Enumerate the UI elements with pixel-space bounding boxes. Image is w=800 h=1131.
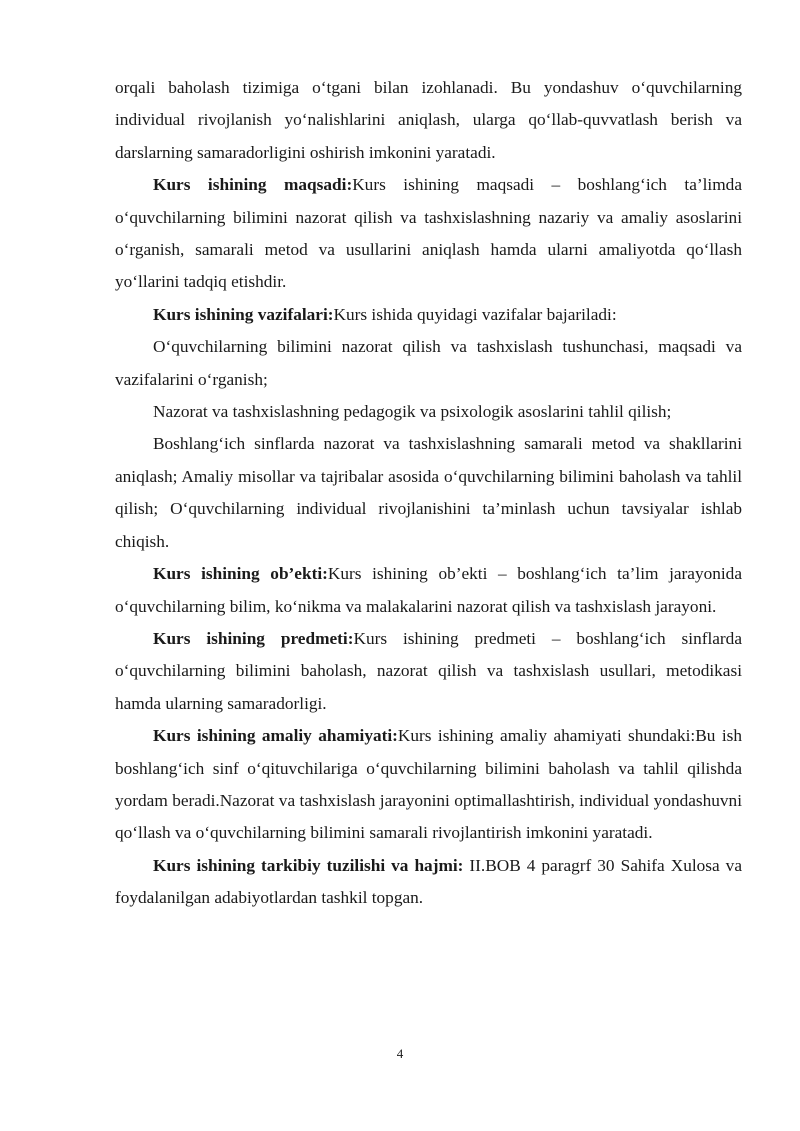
subject-paragraph	[115, 623, 742, 720]
structure-label: Kurs ishining tarkibiy tuzilishi va hajmi:	[153, 855, 464, 875]
task-item: O‘quvchilarning bilimini nazorat qilish va tashxislash tushunchasi, maqsadi va vazifalarini o‘rganish;	[115, 337, 742, 389]
structure-paragraph	[115, 850, 742, 915]
tasks-text: Kurs ishida quyidagi vazifalar bajariladi:	[333, 304, 617, 324]
document-page	[115, 72, 742, 915]
significance-text: Kurs ishining amaliy ahamiyati shundaki:Bu ish boshlang‘ich sinf o‘qituvchilariga o‘quvchilarning bilimini baholash va tahlil qilishda yordam beradi.Nazorat va tashxislash jarayonini optimallashtirish, individual yondashuvni qo‘llash va o‘quvchilarning bilimini samarali rivojlantirish imkonini yaratadi.	[115, 726, 742, 843]
tasks-paragraph	[115, 299, 742, 331]
task-item: Nazorat va tashxislashning pedagogik va psixologik asoslarini tahlil qilish;	[153, 402, 672, 422]
page-number: 4	[396, 1046, 404, 1061]
subject-text: Kurs ishining predmeti – boshlang‘ich sinflarda o‘quvchilarning bilimini baholash, nazorat qilish va tashxislash usullari, metodikasi hamda ularning samaradorligi.	[115, 628, 742, 713]
goal-paragraph	[115, 169, 742, 299]
structure-text: II.BOB 4 paragrf 30 Sahifa Xulosa va foydalanilgan adabiyotlardan tashkil topgan.	[115, 855, 742, 908]
task-item: Boshlang‘ich sinflarda nazorat va tashxislashning samarali metod va shakllarini aniqlash; Amaliy misollar va tajribalar asosida o‘quvchilarning bilimini baholash va tahlil qilish; O‘quvchilarning individual rivojlanishini ta’minlash uchun tavsiyalar ishlab chiqish.	[115, 434, 742, 551]
goal-label: Kurs ishining maqsadi:	[153, 175, 353, 195]
intro-paragraph: orqali baholash tizimiga o‘tgani bilan izohlanadi. Bu yondashuv o‘quvchilarning individual rivojlanish yo‘nalishlarini aniqlash, ularga qo‘llab-quvvatlash berish va darslarning samaradorligini oshirish imkonini yaratadi.	[115, 78, 742, 162]
significance-label: Kurs ishining amaliy ahamiyati:	[153, 726, 398, 746]
significance-paragraph	[115, 720, 742, 850]
goal-text: Kurs ishining maqsadi – boshlang‘ich ta’limda o‘quvchilarning bilimini nazorat qilish va tashxislashning nazariy va amaliy asoslarini o‘rganish, samarali metod va usullarini aniqlash hamda ularni amaliyotda qo‘llash yo‘llarini tadqiq etishdir.	[115, 175, 742, 292]
tasks-label: Kurs ishining vazifalari:	[153, 304, 334, 324]
object-text: Kurs ishining ob’ekti – boshlang‘ich ta’lim jarayonida o‘quvchilarning bilim, ko‘nikma va malakalarini nazorat qilish va tashxislash jarayoni.	[115, 564, 742, 616]
object-paragraph	[115, 558, 742, 623]
subject-label: Kurs ishining predmeti:	[153, 628, 354, 648]
object-label: Kurs ishining ob’ekti:	[153, 564, 328, 584]
